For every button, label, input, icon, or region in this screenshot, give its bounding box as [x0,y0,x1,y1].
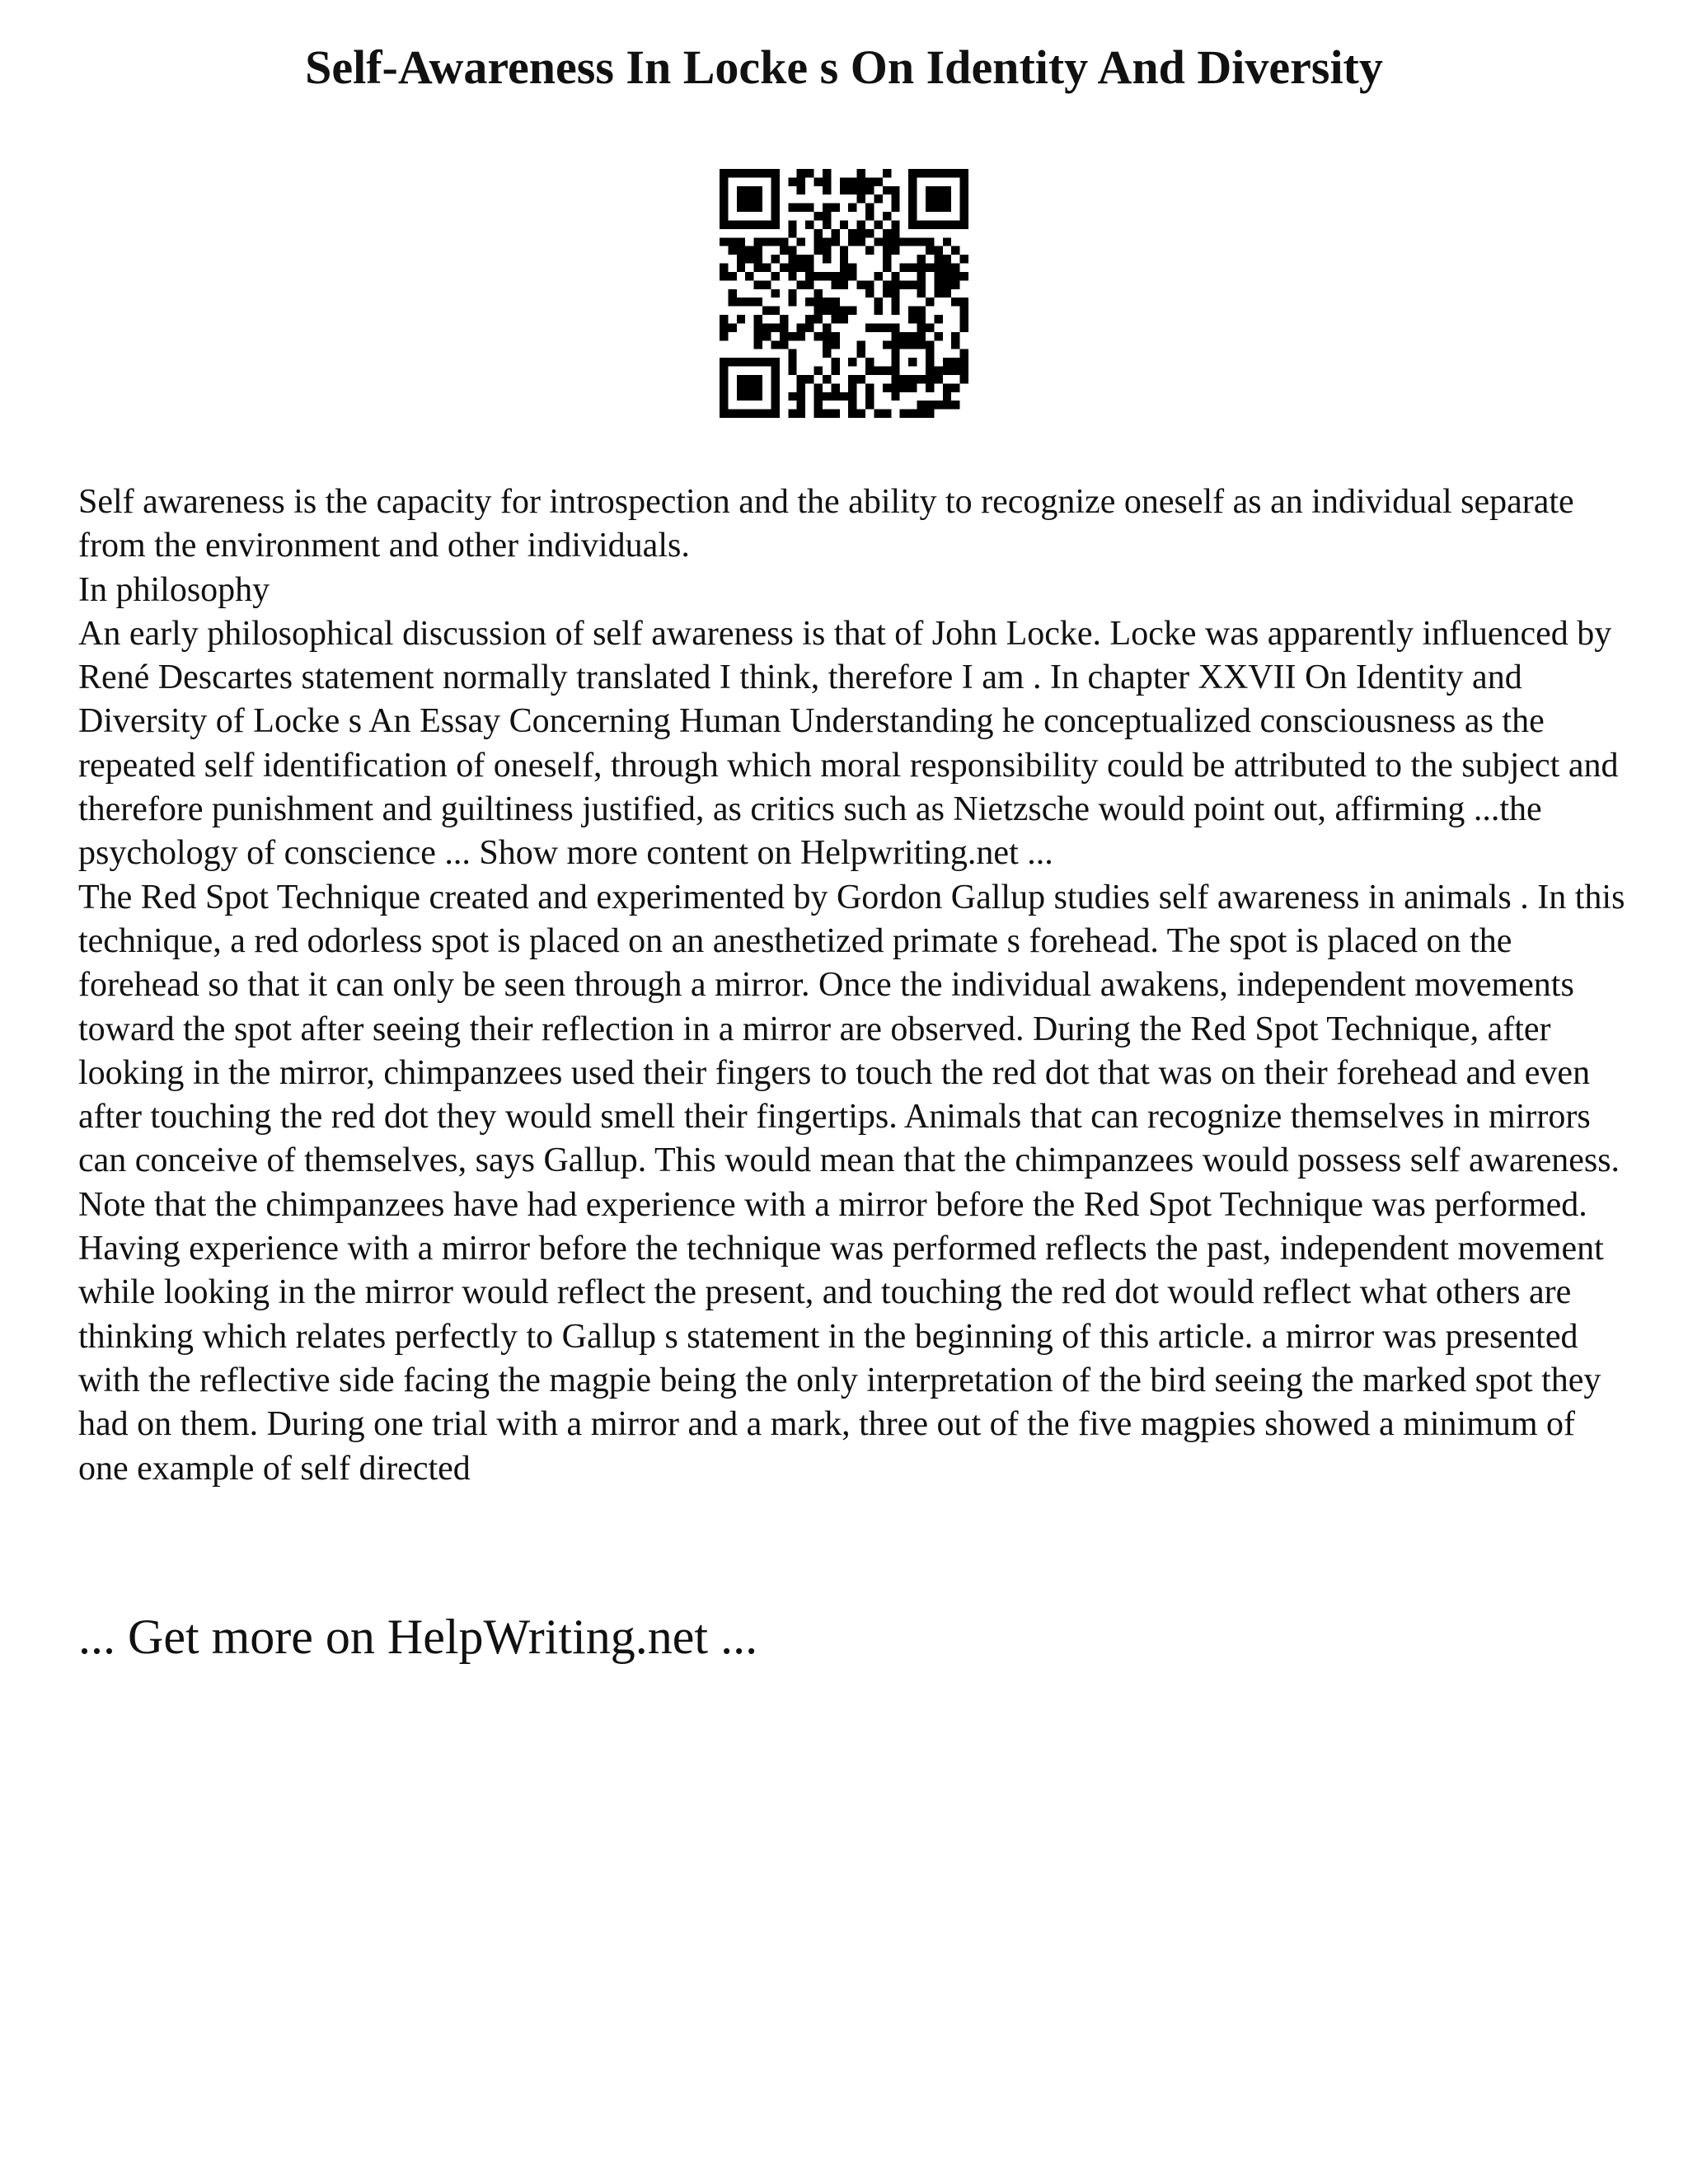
document-body [78,480,1628,1491]
get-more-link[interactable]: ... Get more on HelpWriting.net ... [78,1610,758,1664]
paragraph-red-spot: The Red Spot Technique created and experimented by Gordon Gallup studies self awareness in animals . In this technique, a red odorless spot is placed on an anesthetized primate s forehead. The spot is placed on the forehead so that it can only be seen through a mirror. Once the individual awakens, independent movements toward the spot after seeing their reflection in a mirror are observed. During the Red Spot Technique, after looking in the mirror, chimpanzees used their fingers to touch the red dot that was on their forehead and even after touching the red dot they would smell their fingertips. Animals that can recognize themselves in mirrors can conceive of themselves, says Gallup. This would mean that the chimpanzees would possess self awareness. Note that the chimpanzees have had experience with a mirror before the Red Spot Technique was performed. Having experience with a mirror before the technique was performed reflects the past, independent movement while looking in the mirror would reflect the present, and touching the red dot would reflect what others are thinking which relates perfectly to Gallup s statement in the beginning of this article. a mirror was presented with the reflective side facing the magpie being the only interpretation of the bird seeing the marked spot they had on them. During one trial with a mirror and a mark, three out of the five magpies showed a minimum of one example of self directed [78,878,1625,1488]
qr-code-icon [720,169,968,418]
paragraph-locke: An early philosophical discussion of self awareness is that of John Locke. Locke was apparently influenced by René Descartes statement normally translated I think, therefore I am . In chapter XXVII On Identity and Diversity of Locke s An Essay Concerning Human Understanding he conceptualized consciousness as the repeated self identification of oneself, through which moral responsibility could be attributed to the subject and therefore punishment and guiltiness justified, as critics such as Nietzsche would point out, affirming ...the psychology of conscience ... Show more content on Helpwriting.net ... [78,614,1619,873]
paragraph-intro: Self awareness is the capacity for introspection and the ability to recognize oneself as an individual separate from the environment and other individuals. [78,483,1574,565]
section-heading-philosophy: In philosophy [78,570,270,609]
document-title: Self-Awareness In Locke s On Identity And Diversity [305,40,1383,94]
